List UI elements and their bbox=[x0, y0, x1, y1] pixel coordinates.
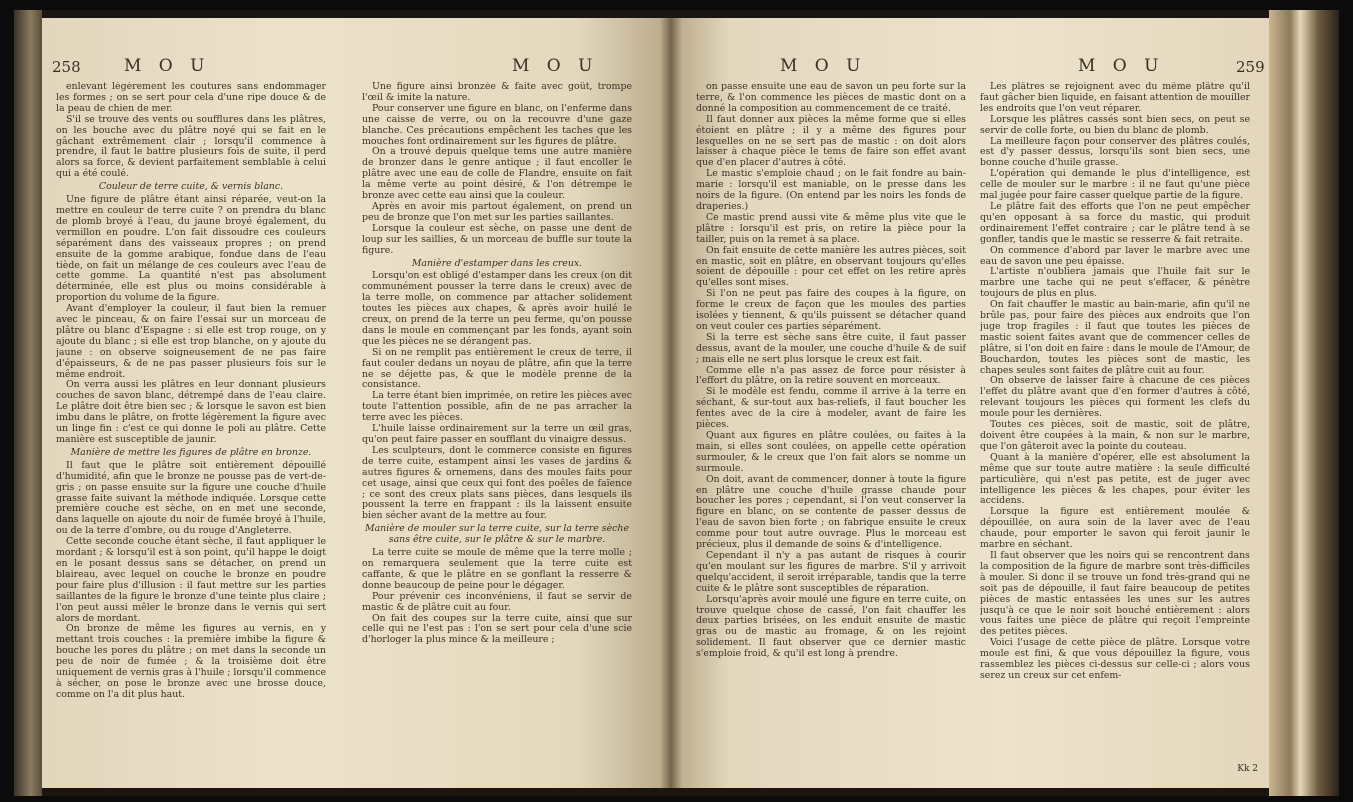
section-heading: Manière de mettre les figures de plâtre en bronze. bbox=[70, 446, 312, 458]
paragraph: Lorsque la figure est entièrement moulée & dépouillée, on aura soin de la laver avec de l'eau chaude, pour emporter le savon qui feroit jaunir le marbre en séchant. bbox=[980, 506, 1250, 551]
paragraph: On fait chauffer le mastic au bain-marie, afin qu'il ne brûle pas, pour faire des pièces aux endroits que l'on juge trop fragiles : il faut que toutes les pièces de mastic soient faites avant que de commencer celles de plâtre, si l'on doit en faire : dans le moule de l'Amour, de Bouchardon, toutes les pièces sont de mastic, les chapes seules sont faites de plâtre cuit au four. bbox=[980, 299, 1250, 376]
left-book-edge bbox=[14, 10, 42, 796]
paragraph: On verra aussi les plâtres en leur donnant plusieurs couches de savon blanc, détrempé dans de l'eau claire. Le plâtre doit être bien sec ; & lorsque le savon est bien imbu dans le plâtre, on frotte légèrement la figure avec un linge fin : c'est ce qui donne le poli au plâtre. Cette manière est susceptible de jaunir. bbox=[56, 379, 326, 445]
paragraph: On a trouvé depuis quelque tems une autre manière de bronzer dans le genre antique ; il faut encoller le plâtre avec une eau de colle de Flandre, ensuite on fait la même verte au point désiré, & l'on détrempe le bronze avec cette eau ainsi que la couleur. bbox=[362, 146, 632, 202]
paragraph: On fait ensuite de cette manière les autres pièces, soit en mastic, soit en plâtre, en observant toujours qu'elles soient de dépouille : pour cet effet on les retire après qu'elles sont mises. bbox=[696, 244, 966, 289]
paragraph: On bronze de même les figures au vernis, en y mettant trois couches : la première imbibe la figure & bouche les pores du plâtre ; on met dans la seconde un peu de noir de fumée ; & la troisième doit être uniquement de vernis gras à l'huile ; lorsqu'il commence à sécher, on pose le bronze avec une brosse douce, comme on l'a dit plus haut. bbox=[56, 623, 326, 700]
right-page bbox=[670, 18, 1274, 788]
paragraph: On observe de laisser faire à chacune de ces pièces l'effet du plâtre avant que d'en former d'autres à côté, relevant toujours les pièces qui forment les clefs du moule pour les dernières. bbox=[980, 375, 1250, 420]
paragraph: Les sculpteurs, dont le commerce consiste en figures de terre cuite, estampent ainsi les vases de jardins & autres figures & ornemens, dans des moules faits pour cet usage, ainsi que ceux qui font des poêles de faïence ; ce sont des creux plats sans pièces, dans lesquels ils poussent la terre en frappant : ils la laissent ensuite bien sécher avant de la mettre au four. bbox=[362, 444, 632, 522]
paragraph: Il faut que le plâtre soit entièrement dépouillé d'humidité, afin que le bronze ne pousse pas de vert-de-gris ; on passe ensuite sur la figure une couche d'huile grasse faite suivant la méthode indiquée. Lorsque cette première couche est sèche, on en met une seconde, dans laquelle on ajoute du noir de fumée broyé à l'huile, ou de la terre d'ombre, ou du rouge d'Angleterre. bbox=[56, 459, 326, 537]
text-column-left bbox=[696, 82, 966, 772]
paragraph: on passe ensuite une eau de savon un peu forte sur la terre, & l'on commence les pièces de mastic dont on a donné la composition au commencement de ce traité. bbox=[696, 82, 966, 114]
paragraph: Si la terre est sèche sans être cuite, il faut passer dessus, avant de la mouler, une couche d'huile & de suif ; mais elle ne sert plus lorsque le creux est fait. bbox=[696, 331, 966, 365]
paragraph: Lorsque les plâtres cassés sont bien secs, on peut se servir de colle forte, ou bien du blanc de plomb. bbox=[980, 113, 1250, 136]
paragraph: Après en avoir mis partout également, on prend un peu de bronze que l'on met sur les parties saillantes. bbox=[362, 200, 632, 223]
paragraph: La terre cuite se moule de même que la terre molle ; on remarquera seulement que la terre cuite est caffante, & que le plâtre en se gonflant la resserre & donne beaucoup de peine pour le dégager. bbox=[362, 547, 632, 591]
paragraph: Lorsqu'on est obligé d'estamper dans les creux (on dit communément pousser la terre dans le creux) avec de la terre molle, on commence par attacher solidement toutes les pièces aux chapes, & après avoir huilé le creux, on prend de la terre un peu ferme, qu'on pousse dans le moule en commençant par les fonds, ayant soin que les pièces ne se dérangent pas. bbox=[362, 270, 632, 347]
text-column-right bbox=[362, 82, 632, 772]
paragraph: Avant d'employer la couleur, il faut bien la remuer avec le pinceau, & on faire l'essai sur un morceau de plâtre ou blanc d'Espagne : si elle est trop rouge, on y ajoute du blanc ; si elle est trop blanche, on y ajoute du jaune : on observe soigneusement de ne pas faire d'épaisseurs, & de ne pas passer plusieurs fois sur le même endroit. bbox=[56, 303, 326, 380]
running-title: M O U bbox=[512, 56, 599, 76]
signature-mark: Kk 2 bbox=[1237, 764, 1258, 774]
paragraph: Lorsqu'après avoir moulé une figure en terre cuite, on trouve quelque chose de cassé, l'on fait chauffer les deux parties brisées, on les enduit ensuite de mastic gras ou de mastic au fromage, & on les rejoint solidement. Il faut observer que ce dernier mastic s'emploie froid, & qu'il est long à prendre. bbox=[696, 593, 966, 660]
paragraph: S'il se trouve des vents ou soufflures dans les plâtres, on les bouche avec du plâtre noyé qui se fait en le gâchant extrêmement clair ; lorsqu'il commence à prendre, il faut le battre plusieurs fois de suite, il perd alors sa force, & devient parfaitement semblable à celui qui a été coulé. bbox=[56, 113, 326, 180]
paragraph: Cependant il n'y a pas autant de risques à courir qu'en moulant sur les figures de marbre. S'il y arrivoit quelqu'accident, il seroit irréparable, tandis que la terre cuite & le plâtre sont susceptibles de réparation. bbox=[696, 549, 966, 594]
paragraph: Pour conserver une figure en blanc, on l'enferme dans une caisse de verre, ou on la recouvre d'une gaze blanche. Ces précautions empêchent les taches que les mouches font ordinairement sur les figures de plâtre. bbox=[362, 102, 632, 147]
paragraph: Il faut donner aux pièces la même forme que si elles étoient en plâtre ; il y a même des figures pour lesquelles on ne se sert pas de mastic : on doit alors laisser à chaque pièce le tems de faire son effet avant que d'en placer d'autres à côté. bbox=[696, 113, 966, 169]
paragraph: L'huile laisse ordinairement sur la terre un œil gras, qu'on peut faire passer en soufflant du vinaigre dessus. bbox=[362, 423, 632, 445]
paragraph: Si l'on ne peut pas faire des coupes à la figure, on forme le creux de façon que les moules des parties isolées y tiennent, & qu'ils puissent se détacher quand on veut couler ces parties séparément. bbox=[696, 288, 966, 332]
paragraph: Comme elle n'a pas assez de force pour résister à l'effort du plâtre, on la retire souvent en morceaux. bbox=[696, 364, 966, 387]
right-book-edge bbox=[1269, 10, 1339, 796]
paragraph: Le mastic s'emploie chaud ; on le fait fondre au bain-marie : lorsqu'il est maniable, on le presse dans les noirs de la figure. (On entend par les noirs les fonds de draperies.) bbox=[696, 168, 966, 212]
paragraph: L'opération qui demande le plus d'intelligence, est celle de mouler sur le marbre : il ne faut qu'une pièce mal jugée pour faire casser quelque partie de la figure. bbox=[980, 168, 1250, 202]
paragraph: On fait des coupes sur la terre cuite, ainsi que sur celle qui ne l'est pas : l'on se sert pour cela d'une scie d'horloger la plus mince & la meilleure ; bbox=[362, 612, 632, 646]
paragraph: enlevant légèrement les coutures sans endommager les formes ; on se sert pour cela d'une ripe douce & de la peau de chien de mer. bbox=[56, 82, 326, 114]
running-title: M O U bbox=[124, 56, 211, 76]
paragraph: Pour prévenir ces inconvéniens, il faut se servir de mastic & de plâtre cuit au four. bbox=[362, 590, 632, 613]
paragraph: Lorsque la couleur est sèche, on passe une dent de loup sur les saillies, & un morceau de buffle sur toute la figure. bbox=[362, 222, 632, 256]
paragraph: Une figure de plâtre étant ainsi réparée, veut-on la mettre en couleur de terre cuite ? on prendra du blanc de plomb broyé à l'eau, du jaune broyé également, du vermillon en poudre. L'on fait dissoudre ces couleurs séparément dans des vaisseaux propres ; on prend ensuite de la gomme arabique, fondue dans de l'eau tiède, on fait un mélange de ces couleurs avec l'eau de cette gomme. La quantité n'est pas absolument déterminée, elle est plus ou moins considérable à proportion du volume de la figure. bbox=[56, 194, 326, 304]
paragraph: Voici l'usage de cette pièce de plâtre. Lorsque votre moule est fini, & que vous dépouillez la figure, vous rassemblez les pièces ci-dessus sur celle-ci ; alors vous serez un creux sur cet enfem- bbox=[980, 637, 1250, 681]
text-column-left bbox=[56, 82, 326, 772]
text-column-right bbox=[980, 82, 1250, 772]
paragraph: Toutes ces pièces, soit de mastic, soit de plâtre, doivent être coupées à la main, & non sur le marbre, que l'on gâteroit avec la pointe du couteau. bbox=[980, 419, 1250, 452]
running-title: M O U bbox=[780, 56, 867, 76]
paragraph: La meilleure façon pour conserver des plâtres coulés, est d'y passer dessus, lorsqu'ils sont bien secs, une bonne couche d'huile grasse. bbox=[980, 135, 1250, 169]
paragraph: Quant aux figures en plâtre coulées, ou faites à la main, si elles sont coulées, on appelle cette opération surmouler, & le creux que l'on fait alors se nomme un surmoule. bbox=[696, 430, 966, 474]
section-heading: Manière de mouler sur la terre cuite, sur la terre sèche sans être cuite, sur le plâtre & sur le marbre. bbox=[364, 523, 630, 546]
paragraph: Si le modèle est fendu, comme il arrive à la terre en séchant, & sur-tout aux bas-reliefs, il faut boucher les fentes avec de la cire à modeler, avant de faire les pièces. bbox=[696, 386, 966, 431]
paragraph: On commence d'abord par laver le marbre avec une eau de savon une peu épaisse. bbox=[980, 244, 1250, 267]
paragraph: Une figure ainsi bronzée & faite avec goût, trompe l'œil & imite la nature. bbox=[362, 82, 632, 103]
open-book bbox=[14, 10, 1339, 796]
page-number: 259 bbox=[1236, 58, 1265, 76]
paragraph: Quant à la manière d'opérer, elle est absolument la même que sur toute autre matière : la seule difficulté particulière, qui n'est pas petite, est de juger avec intelligence les pièces & les chapes, pour éviter les accidens. bbox=[980, 451, 1250, 507]
left-page-header bbox=[42, 56, 670, 78]
paragraph: On doit, avant de commencer, donner à toute la figure en plâtre une couche d'huile grasse chaude pour boucher les pores ; cependant, si l'on veut conserver la figure en blanc, on se contente de passer dessus de l'eau de savon bien forte ; on fabrique ensuite le creux comme pour tout autre ouvrage. Plus le morceau est précieux, plus il demande de soins & d'intelligence. bbox=[696, 473, 966, 551]
running-title: M O U bbox=[1078, 56, 1165, 76]
paragraph: L'artiste n'oubliera jamais que l'huile fait sur le marbre une tache qui ne peut s'effacer, & pénètre toujours de plus en plus. bbox=[980, 266, 1250, 300]
paragraph: Si on ne remplit pas entièrement le creux de terre, il faut couler dedans un noyau de plâtre, afin que la terre ne se déjette pas, & que le modèle prenne de la consistance. bbox=[362, 346, 632, 391]
page-number: 258 bbox=[52, 58, 81, 76]
section-heading: Manière d'estamper dans les creux. bbox=[411, 257, 583, 269]
right-page-header bbox=[670, 56, 1274, 78]
book-gutter bbox=[660, 18, 682, 788]
paragraph: Le plâtre fait des efforts que l'on ne peut empêcher qu'en opposant à sa force du mastic, qui produit ordinairement l'effet contraire ; car le plâtre tend à se gonfler, tandis que le mastic se resserre & fait retraite. bbox=[980, 200, 1250, 245]
paragraph: La terre étant bien imprimée, on retire les pièces avec toute l'attention possible, afin de ne pas arracher la terre avec les pièces. bbox=[362, 390, 632, 424]
paragraph: Il faut observer que les noirs qui se rencontrent dans la composition de la figure de marbre sont très-difficiles à mouler. Si donc il se trouve un fond très-grand qui ne soit pas de dépouille, il faut faire beaucoup de petites pièces de mastic entassées les unes sur les autres jusqu'à ce que le noir soit bouché entièrement : alors vous faites une pièce de plâtre qui reçoit l'empreinte des petites pièces. bbox=[980, 549, 1250, 638]
paragraph: Ce mastic prend aussi vite & même plus vite que le plâtre : lorsqu'il est pris, on retire la pièce pour la tailler, puis on la remet à sa place. bbox=[696, 211, 966, 245]
left-page bbox=[42, 18, 670, 788]
paragraph: Les plâtres se rejoignent avec du même plâtre qu'il faut gâcher bien liquide, en faisant attention de mouiller les endroits que l'on veut réparer. bbox=[980, 82, 1250, 114]
paragraph: Cette seconde couche étant sèche, il faut appliquer le mordant ; & lorsqu'il est à son point, qu'il happe le doigt en le posant dessus sans se détacher, on prend un blaireau, avec lequel on couche le bronze en poudre pour faire plus d'illusion : il faut mettre sur les parties saillantes de la figure le bronze d'une teinte plus claire ; l'on peut aussi mêler le bronze dans le vernis qui sert alors de mordant. bbox=[56, 536, 326, 624]
section-heading: Couleur de terre cuite, & vernis blanc. bbox=[98, 181, 284, 193]
